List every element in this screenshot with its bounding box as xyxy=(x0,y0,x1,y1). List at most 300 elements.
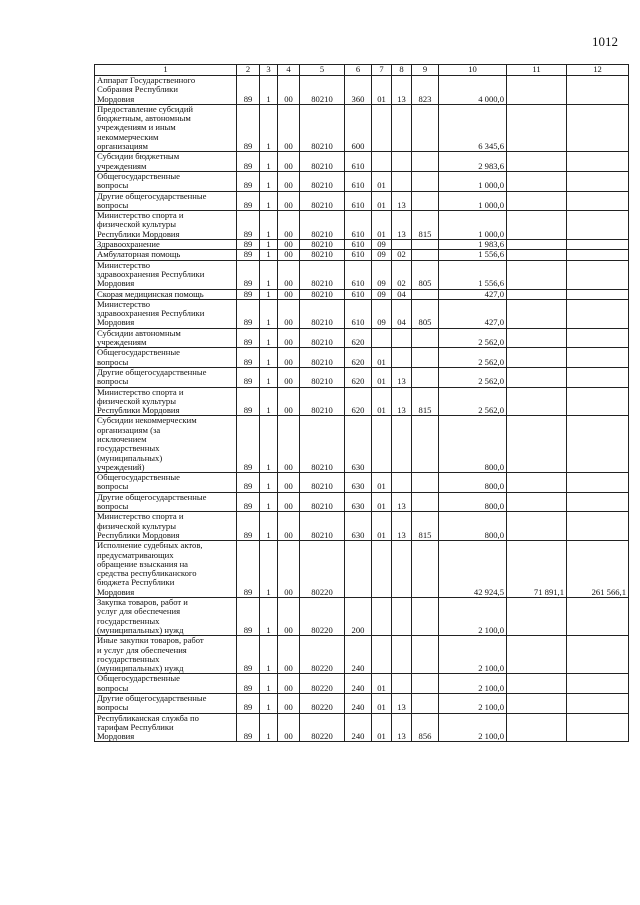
row-value-cell-7: 09 xyxy=(372,260,392,289)
row-value-cell-10: 2 100,0 xyxy=(439,694,507,714)
row-value-cell-7 xyxy=(372,328,392,348)
row-value-cell-9: 856 xyxy=(412,713,439,742)
row-value-cell-4: 00 xyxy=(278,694,300,714)
row-value-cell-8: 13 xyxy=(392,76,412,105)
row-value-cell-8: 04 xyxy=(392,299,412,328)
table-row xyxy=(95,492,629,512)
row-value-cell-6: 240 xyxy=(345,713,372,742)
row-value-cell-4: 00 xyxy=(278,416,300,473)
row-value-cell-5: 80210 xyxy=(300,250,345,260)
row-name-cell: Общегосударственные вопросы xyxy=(95,171,237,191)
row-value-cell-7 xyxy=(372,416,392,473)
row-value-cell-5: 80210 xyxy=(300,152,345,172)
row-value-cell-7 xyxy=(372,541,392,598)
table-row xyxy=(95,713,629,742)
row-name-cell: Амбулаторная помощь xyxy=(95,250,237,260)
row-name-cell: Исполнение судебных актов, предусматривающих обращение взыскания на средства республиканского бюджета Республики Мордовия xyxy=(95,541,237,598)
row-value-cell-11 xyxy=(507,694,567,714)
row-value-cell-7 xyxy=(372,104,392,151)
table-row xyxy=(95,387,629,416)
table-row xyxy=(95,694,629,714)
row-value-cell-12 xyxy=(567,598,629,636)
row-value-cell-8 xyxy=(392,416,412,473)
row-value-cell-4: 00 xyxy=(278,512,300,541)
row-value-cell-6: 610 xyxy=(345,260,372,289)
row-value-cell-4: 00 xyxy=(278,250,300,260)
row-value-cell-5: 80220 xyxy=(300,694,345,714)
row-value-cell-2: 89 xyxy=(237,473,260,493)
row-value-cell-3: 1 xyxy=(260,713,278,742)
row-value-cell-5: 80210 xyxy=(300,348,345,368)
page-number: 1012 xyxy=(592,34,618,49)
row-value-cell-9 xyxy=(412,348,439,368)
row-value-cell-7: 01 xyxy=(372,76,392,105)
row-value-cell-8 xyxy=(392,598,412,636)
row-name-cell: Субсидии некоммерческим организациям (за исключением государственных (муниципальных) учреждений) xyxy=(95,416,237,473)
row-value-cell-7: 09 xyxy=(372,250,392,260)
column-header-12: 12 xyxy=(567,65,629,76)
row-value-cell-11 xyxy=(507,636,567,674)
row-value-cell-2: 89 xyxy=(237,191,260,211)
row-value-cell-10: 1 000,0 xyxy=(439,171,507,191)
row-value-cell-9 xyxy=(412,541,439,598)
row-value-cell-7 xyxy=(372,152,392,172)
row-value-cell-7: 01 xyxy=(372,674,392,694)
column-header-2: 2 xyxy=(237,65,260,76)
row-value-cell-9 xyxy=(412,367,439,387)
row-value-cell-8: 04 xyxy=(392,289,412,299)
row-name-cell: Другие общегосударственные вопросы xyxy=(95,191,237,211)
row-value-cell-7: 01 xyxy=(372,191,392,211)
row-value-cell-2: 89 xyxy=(237,492,260,512)
row-value-cell-7: 01 xyxy=(372,211,392,240)
row-value-cell-7: 09 xyxy=(372,240,392,250)
table-row xyxy=(95,674,629,694)
row-value-cell-12 xyxy=(567,674,629,694)
row-value-cell-10: 2 100,0 xyxy=(439,674,507,694)
row-value-cell-4: 00 xyxy=(278,473,300,493)
row-value-cell-4: 00 xyxy=(278,152,300,172)
row-value-cell-12: 261 566,1 xyxy=(567,541,629,598)
row-value-cell-3: 1 xyxy=(260,674,278,694)
row-value-cell-6: 610 xyxy=(345,289,372,299)
table-row xyxy=(95,211,629,240)
row-value-cell-3: 1 xyxy=(260,348,278,368)
row-value-cell-5: 80210 xyxy=(300,171,345,191)
row-value-cell-5: 80210 xyxy=(300,289,345,299)
row-value-cell-10: 4 000,0 xyxy=(439,76,507,105)
row-value-cell-10: 800,0 xyxy=(439,416,507,473)
row-value-cell-11 xyxy=(507,512,567,541)
row-value-cell-12 xyxy=(567,211,629,240)
row-value-cell-4: 00 xyxy=(278,211,300,240)
table-row xyxy=(95,416,629,473)
row-value-cell-7: 01 xyxy=(372,713,392,742)
row-value-cell-9 xyxy=(412,171,439,191)
column-header-11: 11 xyxy=(507,65,567,76)
row-value-cell-11 xyxy=(507,598,567,636)
row-value-cell-6: 630 xyxy=(345,473,372,493)
row-value-cell-10: 800,0 xyxy=(439,512,507,541)
row-value-cell-9: 815 xyxy=(412,512,439,541)
row-value-cell-9 xyxy=(412,598,439,636)
column-header-9: 9 xyxy=(412,65,439,76)
table-row xyxy=(95,512,629,541)
row-value-cell-7: 01 xyxy=(372,473,392,493)
row-value-cell-8 xyxy=(392,104,412,151)
row-value-cell-11 xyxy=(507,492,567,512)
row-name-cell: Другие общегосударственные вопросы xyxy=(95,367,237,387)
row-value-cell-2: 89 xyxy=(237,289,260,299)
row-value-cell-7 xyxy=(372,598,392,636)
row-value-cell-4: 00 xyxy=(278,674,300,694)
row-value-cell-5: 80210 xyxy=(300,367,345,387)
row-name-cell: Субсидии автономным учреждениям xyxy=(95,328,237,348)
row-value-cell-6: 600 xyxy=(345,104,372,151)
row-value-cell-6: 240 xyxy=(345,636,372,674)
row-value-cell-7: 01 xyxy=(372,512,392,541)
row-value-cell-11 xyxy=(507,240,567,250)
row-value-cell-3: 1 xyxy=(260,171,278,191)
row-value-cell-9: 815 xyxy=(412,387,439,416)
table-row xyxy=(95,367,629,387)
column-header-1: 1 xyxy=(95,65,237,76)
row-value-cell-8 xyxy=(392,240,412,250)
row-value-cell-2: 89 xyxy=(237,240,260,250)
row-name-cell: Министерство спорта и физической культуры Республики Мордовия xyxy=(95,211,237,240)
row-value-cell-5: 80210 xyxy=(300,416,345,473)
row-value-cell-11 xyxy=(507,152,567,172)
row-value-cell-11 xyxy=(507,328,567,348)
row-value-cell-2: 89 xyxy=(237,541,260,598)
row-name-cell: Предоставление субсидий бюджетным, автономным учреждениям и иным некоммерческим организациям xyxy=(95,104,237,151)
row-value-cell-12 xyxy=(567,348,629,368)
row-value-cell-2: 89 xyxy=(237,636,260,674)
table-row xyxy=(95,104,629,151)
row-value-cell-6: 610 xyxy=(345,191,372,211)
row-value-cell-12 xyxy=(567,416,629,473)
row-name-cell: Общегосударственные вопросы xyxy=(95,473,237,493)
row-value-cell-6: 610 xyxy=(345,152,372,172)
row-value-cell-12 xyxy=(567,152,629,172)
row-value-cell-4: 00 xyxy=(278,299,300,328)
row-value-cell-4: 00 xyxy=(278,636,300,674)
row-value-cell-8 xyxy=(392,348,412,368)
row-name-cell: Общегосударственные вопросы xyxy=(95,674,237,694)
row-value-cell-5: 80210 xyxy=(300,240,345,250)
row-name-cell: Аппарат Государственного Собрания Республики Мордовия xyxy=(95,76,237,105)
row-value-cell-2: 89 xyxy=(237,387,260,416)
row-value-cell-3: 1 xyxy=(260,598,278,636)
row-value-cell-10: 6 345,6 xyxy=(439,104,507,151)
row-value-cell-12 xyxy=(567,367,629,387)
row-value-cell-6: 200 xyxy=(345,598,372,636)
row-value-cell-3: 1 xyxy=(260,152,278,172)
row-value-cell-6: 240 xyxy=(345,694,372,714)
row-value-cell-12 xyxy=(567,260,629,289)
row-value-cell-4: 00 xyxy=(278,541,300,598)
row-value-cell-11 xyxy=(507,171,567,191)
row-value-cell-3: 1 xyxy=(260,473,278,493)
row-value-cell-3: 1 xyxy=(260,211,278,240)
row-value-cell-12 xyxy=(567,171,629,191)
table-row xyxy=(95,348,629,368)
row-value-cell-3: 1 xyxy=(260,416,278,473)
row-value-cell-9 xyxy=(412,191,439,211)
row-value-cell-3: 1 xyxy=(260,328,278,348)
row-value-cell-9: 815 xyxy=(412,211,439,240)
row-name-cell: Другие общегосударственные вопросы xyxy=(95,694,237,714)
row-value-cell-12 xyxy=(567,191,629,211)
row-value-cell-12 xyxy=(567,636,629,674)
row-value-cell-2: 89 xyxy=(237,598,260,636)
table-row xyxy=(95,598,629,636)
row-value-cell-6: 610 xyxy=(345,240,372,250)
row-value-cell-12 xyxy=(567,328,629,348)
row-value-cell-6: 620 xyxy=(345,367,372,387)
row-value-cell-11 xyxy=(507,473,567,493)
row-value-cell-5: 80210 xyxy=(300,260,345,289)
row-value-cell-2: 89 xyxy=(237,416,260,473)
row-value-cell-11 xyxy=(507,299,567,328)
row-value-cell-9 xyxy=(412,104,439,151)
row-value-cell-3: 1 xyxy=(260,289,278,299)
row-value-cell-10: 42 924,5 xyxy=(439,541,507,598)
row-value-cell-6: 610 xyxy=(345,171,372,191)
row-value-cell-8: 13 xyxy=(392,492,412,512)
row-value-cell-11 xyxy=(507,211,567,240)
row-value-cell-11 xyxy=(507,76,567,105)
table-row xyxy=(95,250,629,260)
row-value-cell-8: 13 xyxy=(392,512,412,541)
row-value-cell-8: 02 xyxy=(392,250,412,260)
row-value-cell-3: 1 xyxy=(260,299,278,328)
row-value-cell-8: 13 xyxy=(392,694,412,714)
row-value-cell-9: 805 xyxy=(412,299,439,328)
row-value-cell-5: 80210 xyxy=(300,512,345,541)
row-value-cell-10: 2 100,0 xyxy=(439,713,507,742)
row-value-cell-4: 00 xyxy=(278,328,300,348)
row-value-cell-4: 00 xyxy=(278,171,300,191)
table-row xyxy=(95,152,629,172)
row-value-cell-7: 09 xyxy=(372,299,392,328)
row-value-cell-4: 00 xyxy=(278,598,300,636)
row-value-cell-8 xyxy=(392,473,412,493)
row-value-cell-2: 89 xyxy=(237,260,260,289)
row-value-cell-3: 1 xyxy=(260,694,278,714)
column-header-4: 4 xyxy=(278,65,300,76)
row-value-cell-2: 89 xyxy=(237,674,260,694)
row-value-cell-10: 2 100,0 xyxy=(439,636,507,674)
row-value-cell-12 xyxy=(567,299,629,328)
row-value-cell-9 xyxy=(412,492,439,512)
row-value-cell-2: 89 xyxy=(237,211,260,240)
row-value-cell-5: 80210 xyxy=(300,328,345,348)
row-value-cell-10: 2 562,0 xyxy=(439,328,507,348)
row-value-cell-10: 800,0 xyxy=(439,473,507,493)
row-value-cell-2: 89 xyxy=(237,694,260,714)
row-value-cell-12 xyxy=(567,104,629,151)
row-value-cell-7: 01 xyxy=(372,367,392,387)
row-value-cell-10: 2 562,0 xyxy=(439,367,507,387)
row-value-cell-4: 00 xyxy=(278,348,300,368)
row-value-cell-2: 89 xyxy=(237,348,260,368)
row-value-cell-6: 610 xyxy=(345,211,372,240)
header-row xyxy=(95,65,629,76)
row-name-cell: Республиканская служба по тарифам Республики Мордовия xyxy=(95,713,237,742)
row-name-cell: Министерство здравоохранения Республики Мордовия xyxy=(95,299,237,328)
row-value-cell-11 xyxy=(507,260,567,289)
row-value-cell-2: 89 xyxy=(237,328,260,348)
row-value-cell-11 xyxy=(507,713,567,742)
row-value-cell-10: 2 100,0 xyxy=(439,598,507,636)
row-value-cell-6: 360 xyxy=(345,76,372,105)
row-value-cell-5: 80210 xyxy=(300,191,345,211)
row-value-cell-12 xyxy=(567,473,629,493)
row-name-cell: Министерство здравоохранения Республики Мордовия xyxy=(95,260,237,289)
row-value-cell-9 xyxy=(412,328,439,348)
row-name-cell: Субсидии бюджетным учреждениям xyxy=(95,152,237,172)
row-value-cell-5: 80210 xyxy=(300,76,345,105)
row-value-cell-11 xyxy=(507,191,567,211)
column-header-10: 10 xyxy=(439,65,507,76)
row-value-cell-6: 630 xyxy=(345,492,372,512)
row-value-cell-8 xyxy=(392,328,412,348)
row-value-cell-11 xyxy=(507,387,567,416)
table-row xyxy=(95,328,629,348)
row-value-cell-5: 80210 xyxy=(300,473,345,493)
row-value-cell-4: 00 xyxy=(278,191,300,211)
row-value-cell-2: 89 xyxy=(237,76,260,105)
row-value-cell-8 xyxy=(392,152,412,172)
row-value-cell-10: 2 562,0 xyxy=(439,387,507,416)
row-value-cell-5: 80210 xyxy=(300,387,345,416)
row-value-cell-11 xyxy=(507,416,567,473)
row-value-cell-9 xyxy=(412,674,439,694)
table-row xyxy=(95,473,629,493)
row-value-cell-9 xyxy=(412,152,439,172)
table-row xyxy=(95,240,629,250)
row-value-cell-2: 89 xyxy=(237,512,260,541)
row-value-cell-3: 1 xyxy=(260,240,278,250)
row-value-cell-12 xyxy=(567,289,629,299)
table-row xyxy=(95,260,629,289)
row-value-cell-8: 13 xyxy=(392,713,412,742)
row-name-cell: Другие общегосударственные вопросы xyxy=(95,492,237,512)
row-value-cell-5: 80210 xyxy=(300,211,345,240)
row-name-cell: Здравоохранение xyxy=(95,240,237,250)
row-value-cell-2: 89 xyxy=(237,171,260,191)
row-value-cell-11 xyxy=(507,289,567,299)
table-row xyxy=(95,191,629,211)
row-value-cell-2: 89 xyxy=(237,152,260,172)
row-value-cell-10: 2 562,0 xyxy=(439,348,507,368)
row-value-cell-6 xyxy=(345,541,372,598)
row-value-cell-11 xyxy=(507,367,567,387)
row-value-cell-8 xyxy=(392,171,412,191)
row-value-cell-5: 80220 xyxy=(300,541,345,598)
row-value-cell-6: 610 xyxy=(345,299,372,328)
row-value-cell-11: 71 891,1 xyxy=(507,541,567,598)
row-value-cell-9 xyxy=(412,473,439,493)
row-value-cell-10: 800,0 xyxy=(439,492,507,512)
row-value-cell-9 xyxy=(412,250,439,260)
row-value-cell-6: 620 xyxy=(345,348,372,368)
column-header-6: 6 xyxy=(345,65,372,76)
row-value-cell-5: 80210 xyxy=(300,492,345,512)
row-value-cell-10: 1 983,6 xyxy=(439,240,507,250)
row-value-cell-11 xyxy=(507,104,567,151)
row-value-cell-9 xyxy=(412,694,439,714)
column-header-3: 3 xyxy=(260,65,278,76)
row-value-cell-2: 89 xyxy=(237,250,260,260)
row-value-cell-3: 1 xyxy=(260,636,278,674)
row-value-cell-2: 89 xyxy=(237,713,260,742)
row-value-cell-8: 13 xyxy=(392,191,412,211)
row-value-cell-7 xyxy=(372,636,392,674)
row-value-cell-2: 89 xyxy=(237,104,260,151)
row-value-cell-3: 1 xyxy=(260,250,278,260)
row-value-cell-8: 13 xyxy=(392,367,412,387)
row-value-cell-11 xyxy=(507,250,567,260)
row-value-cell-7: 01 xyxy=(372,387,392,416)
row-name-cell: Министерство спорта и физической культуры Республики Мордовия xyxy=(95,387,237,416)
row-value-cell-3: 1 xyxy=(260,512,278,541)
row-name-cell: Закупка товаров, работ и услуг для обеспечения государственных (муниципальных) нужд xyxy=(95,598,237,636)
row-value-cell-11 xyxy=(507,348,567,368)
row-value-cell-12 xyxy=(567,240,629,250)
column-header-8: 8 xyxy=(392,65,412,76)
table-row xyxy=(95,76,629,105)
row-value-cell-5: 80220 xyxy=(300,598,345,636)
row-value-cell-2: 89 xyxy=(237,299,260,328)
row-value-cell-12 xyxy=(567,250,629,260)
row-value-cell-8 xyxy=(392,674,412,694)
row-value-cell-9: 823 xyxy=(412,76,439,105)
row-value-cell-4: 00 xyxy=(278,104,300,151)
row-value-cell-9: 805 xyxy=(412,260,439,289)
row-value-cell-8: 13 xyxy=(392,211,412,240)
table-row xyxy=(95,289,629,299)
row-value-cell-4: 00 xyxy=(278,713,300,742)
row-value-cell-3: 1 xyxy=(260,387,278,416)
column-header-5: 5 xyxy=(300,65,345,76)
budget-table xyxy=(94,64,629,742)
row-value-cell-3: 1 xyxy=(260,492,278,512)
row-name-cell: Министерство спорта и физической культуры Республики Мордовия xyxy=(95,512,237,541)
row-value-cell-7: 01 xyxy=(372,492,392,512)
row-value-cell-8: 02 xyxy=(392,260,412,289)
row-value-cell-7: 09 xyxy=(372,289,392,299)
row-value-cell-4: 00 xyxy=(278,240,300,250)
row-value-cell-3: 1 xyxy=(260,191,278,211)
row-value-cell-3: 1 xyxy=(260,104,278,151)
row-value-cell-8: 13 xyxy=(392,387,412,416)
row-name-cell: Иные закупки товаров, работ и услуг для обеспечения государственных (муниципальных) нужд xyxy=(95,636,237,674)
row-value-cell-6: 610 xyxy=(345,250,372,260)
row-value-cell-7: 01 xyxy=(372,171,392,191)
row-value-cell-4: 00 xyxy=(278,289,300,299)
row-value-cell-2: 89 xyxy=(237,367,260,387)
row-value-cell-9 xyxy=(412,240,439,250)
row-value-cell-8 xyxy=(392,541,412,598)
row-value-cell-12 xyxy=(567,512,629,541)
row-value-cell-6: 620 xyxy=(345,387,372,416)
table-row xyxy=(95,636,629,674)
row-value-cell-6: 630 xyxy=(345,416,372,473)
row-value-cell-3: 1 xyxy=(260,367,278,387)
row-value-cell-6: 630 xyxy=(345,512,372,541)
